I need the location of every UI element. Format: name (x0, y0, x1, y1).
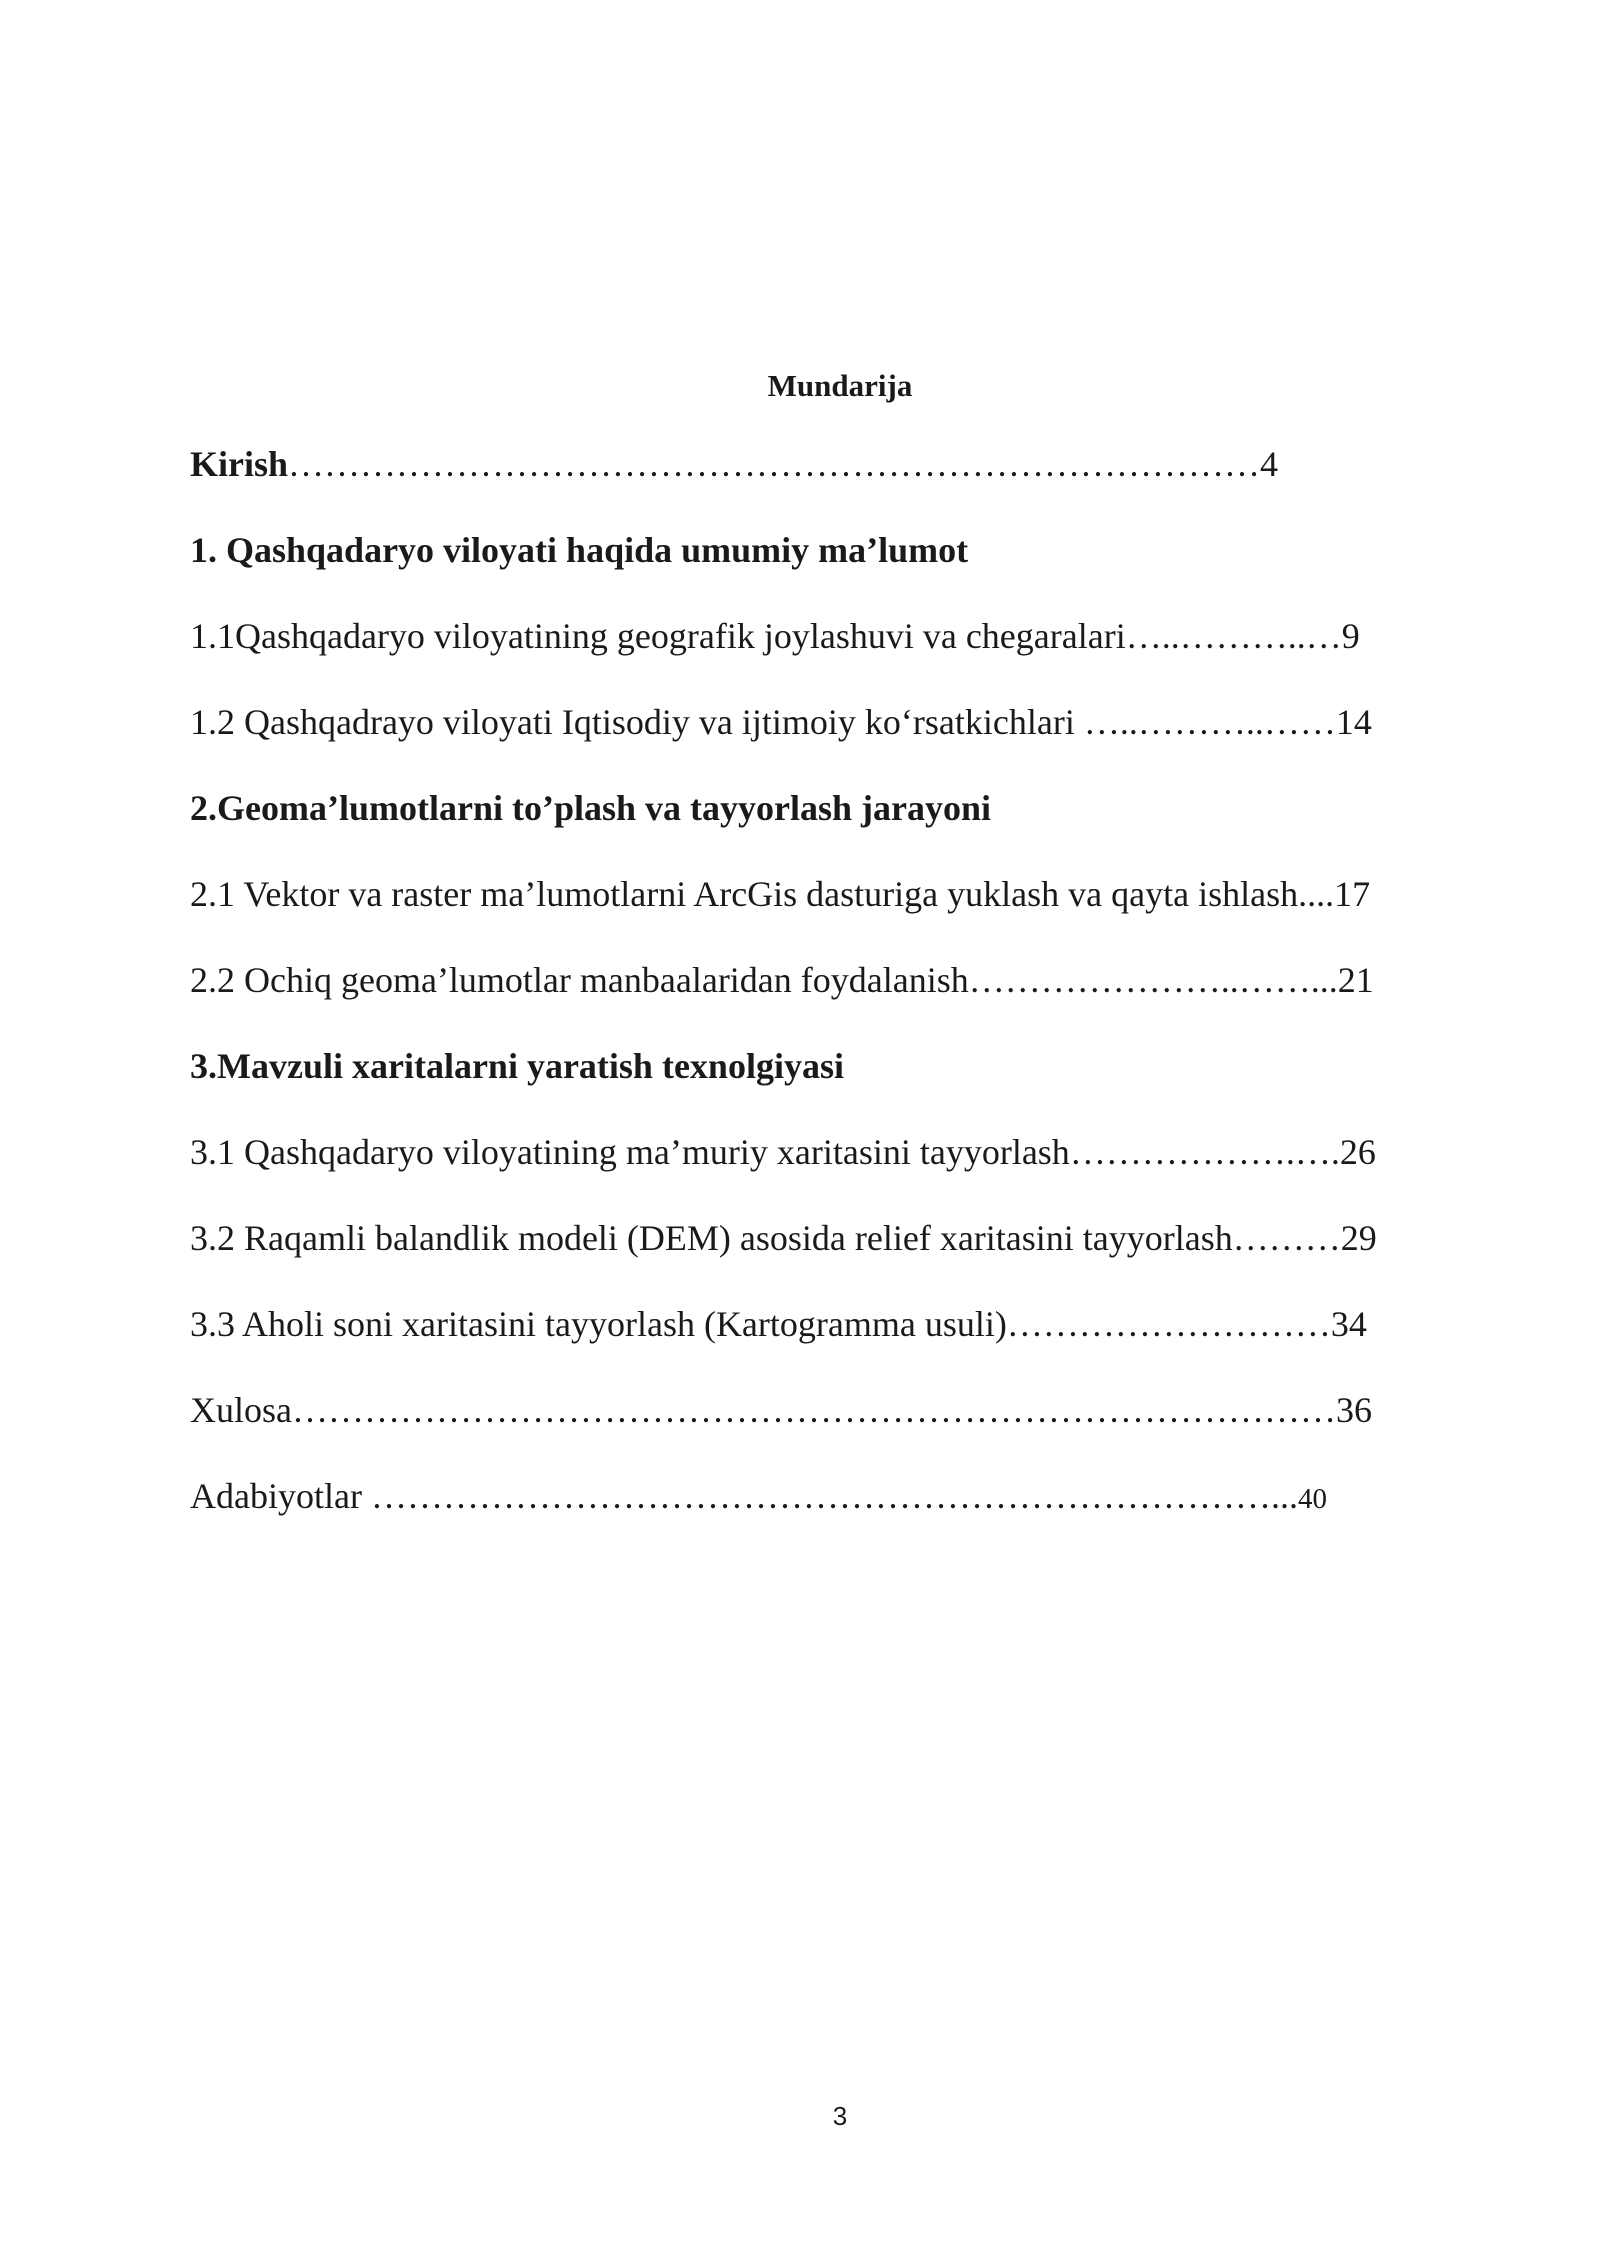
toc-page-number: 14 (1335, 702, 1372, 742)
toc-entry-1-2 (190, 698, 1372, 746)
toc-entry-title: 1.2 Qashqadrayo viloyati Iqtisodiy va ijtimoiy ko‘rsatkichlari (190, 702, 1084, 742)
toc-page-number: 26 (1339, 1132, 1376, 1172)
toc-entry-title: 3.1 Qashqadaryo viloyatining ma’muriy xaritasini tayyorlash (190, 1132, 1070, 1172)
toc-leader-dots: ……………….…. (1069, 1132, 1340, 1172)
toc-heading: Mundarija (767, 368, 913, 403)
toc-page-number: 34 (1330, 1304, 1367, 1344)
toc-leader-dots: ……… (1232, 1218, 1341, 1258)
toc-entry-title: Xulosa (190, 1390, 292, 1430)
toc-entry-1-1 (190, 612, 1360, 660)
toc-entry-title: 1. Qashqadaryo viloyati haqida umumiy ma’lumot (190, 530, 969, 570)
toc-entry-adabiyotlar (190, 1472, 1327, 1520)
toc-entry-2-1 (190, 870, 1370, 918)
toc-page-number: 40 (1297, 1483, 1327, 1515)
toc-leader-dots: .... (1298, 874, 1335, 914)
toc-chapter-3 (190, 1042, 844, 1090)
toc-page-number: 21 (1337, 960, 1374, 1000)
toc-entry-title: 3.3 Aholi soni xaritasini tayyorlash (Kartogramma usuli) (190, 1304, 1007, 1344)
toc-chapter-2 (190, 784, 991, 832)
toc-page-number: 29 (1340, 1218, 1377, 1258)
toc-page-number: 9 (1341, 616, 1360, 656)
toc-leader-dots: …………………………………………………………………………… (292, 1390, 1336, 1430)
toc-entry-title: 1.1Qashqadaryo viloyatining geografik joylashuvi va chegaralari (190, 616, 1126, 656)
toc-leader-dots: …..………..…… (1083, 702, 1336, 742)
toc-leader-dots: …..………..… (1125, 616, 1342, 656)
toc-leader-dots: …………………..……... (968, 960, 1338, 1000)
toc-leader-dots: ……………………………………………………………………… (288, 444, 1261, 484)
toc-chapter-1 (190, 526, 968, 574)
toc-page-number: 36 (1336, 1390, 1372, 1430)
toc-entry-title: 3.2 Raqamli balandlik modeli (DEM) asosida relief xaritasini tayyorlash (190, 1218, 1233, 1258)
toc-entry-2-2 (190, 956, 1374, 1004)
toc-entry-title: Kirish (190, 444, 289, 484)
toc-entry-3-2 (190, 1214, 1377, 1262)
toc-entry-kirish (190, 440, 1278, 488)
toc-entry-3-3 (190, 1300, 1367, 1348)
toc-entry-title: 2.1 Vektor va raster ma’lumotlarni ArcGis dasturiga yuklash va qayta ishlash (190, 874, 1299, 914)
toc-entry-title: 2.2 Ochiq geoma’lumotlar manbaalaridan foydalanish (190, 960, 969, 1000)
toc-entry-xulosa (190, 1386, 1372, 1434)
toc-leader-dots: ……………………… (1006, 1304, 1331, 1344)
page-number: 3 (832, 2101, 848, 2131)
toc-page-number: 4 (1260, 444, 1279, 484)
toc-page-number: 17 (1334, 874, 1371, 914)
toc-leader-dots: …………………………………………………………………... (370, 1476, 1298, 1516)
toc-entry-3-1 (190, 1128, 1376, 1176)
toc-entry-title: 3.Mavzuli xaritalarni yaratish texnolgiyasi (190, 1046, 844, 1086)
toc-entry-title: Adabiyotlar (190, 1476, 371, 1516)
toc-entry-title: 2.Geoma’lumotlarni to’plash va tayyorlash jarayoni (190, 788, 991, 828)
